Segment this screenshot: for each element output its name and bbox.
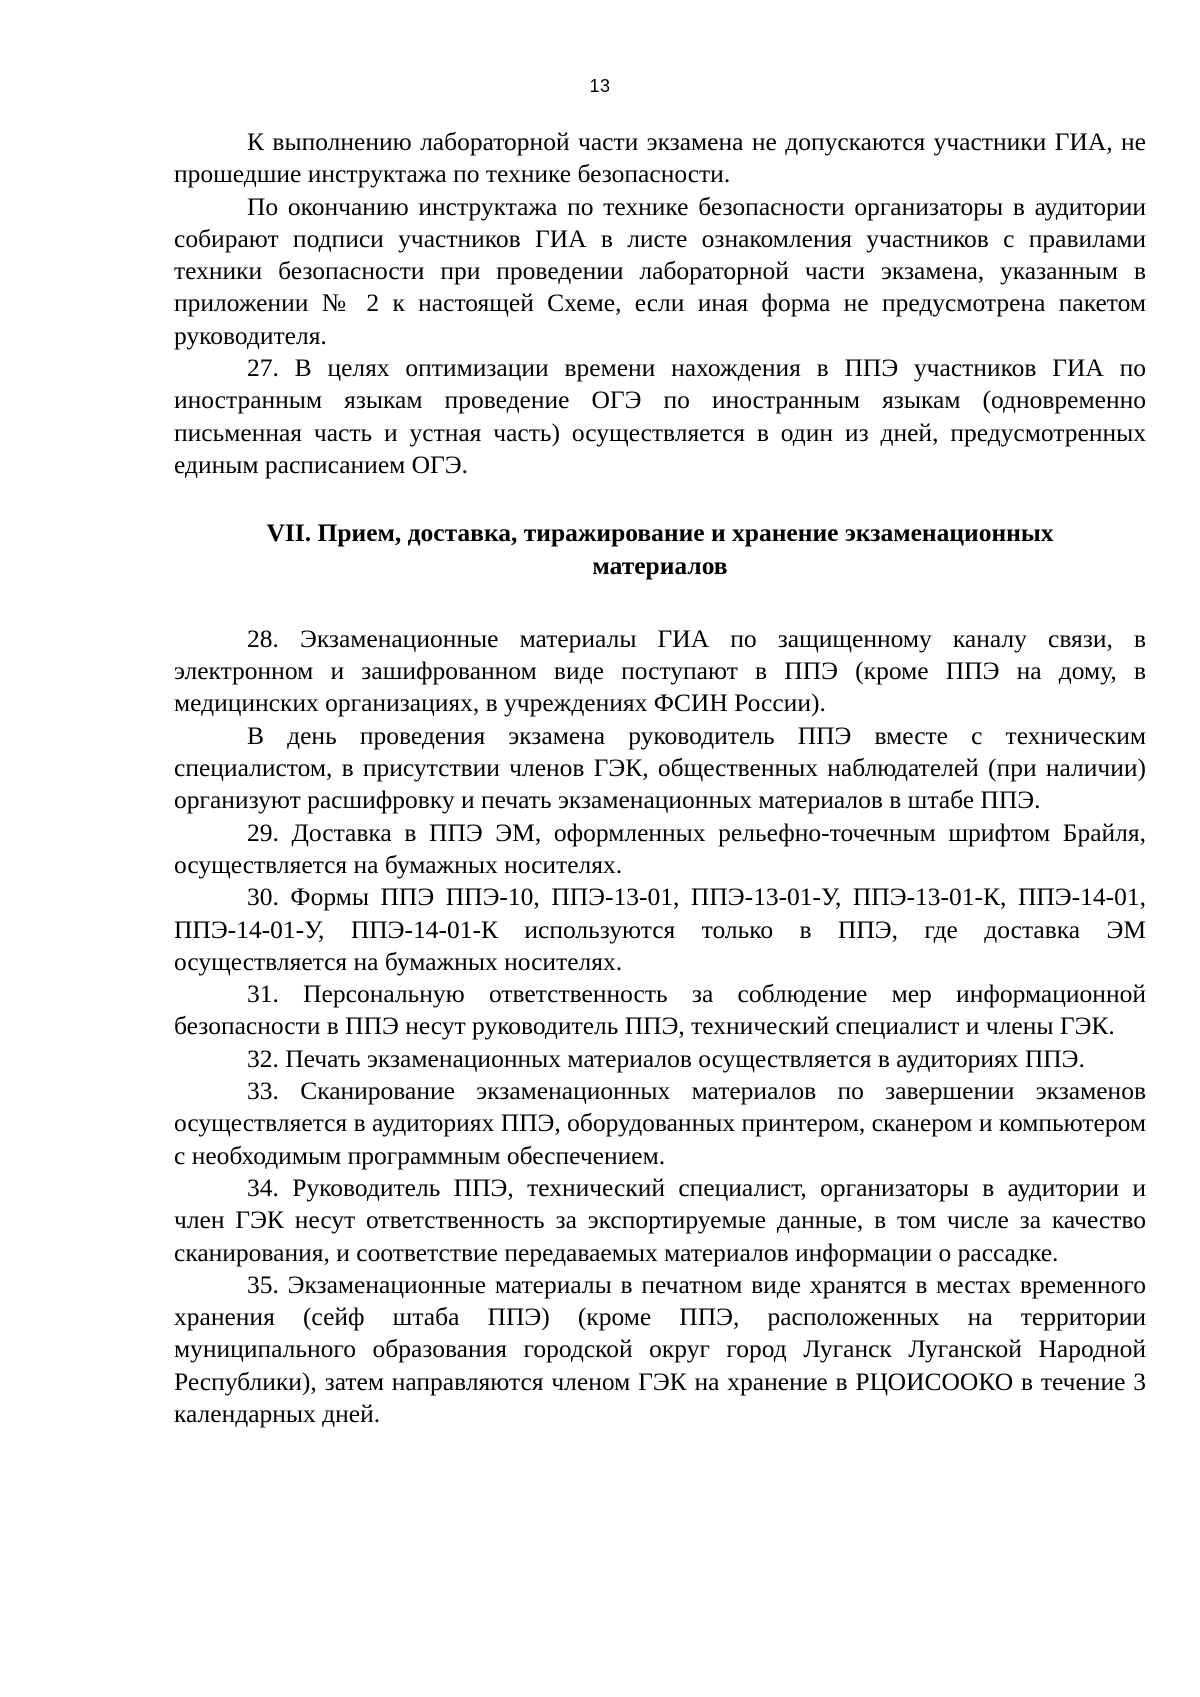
- paragraph-30: 30. Формы ППЭ ППЭ-10, ППЭ-13-01, ППЭ-13-01-У, ППЭ-13-01-К, ППЭ-14-01, ППЭ-14-01-У, ППЭ-14-01-К используются только в ППЭ, где доставка ЭМ осуществляется на бумажных носителях.: [174, 882, 1146, 976]
- paragraph-35: 35. Экзаменационные материалы в печатном виде хранятся в местах временного хранения (сейф штаба ППЭ) (кроме ППЭ, расположенных на территории муниципального образования городской округ город Луганск Луганской Народной Республики), затем направляются членом ГЭК на хранение в РЦОИСООКО в течение 3 календарных дней.: [174, 1269, 1146, 1428]
- paragraph-34: 34. Руководитель ППЭ, технический специалист, организаторы в аудитории и член ГЭК несут ответственность за экспортируемые данные, в том числе за качество сканирования, и соответствие передаваемых материалов информации о рассадке.: [174, 1172, 1146, 1267]
- paragraph-33: 33. Сканирование экзаменационных материалов по завершении экзаменов осуществляется в аудиториях ППЭ, оборудованных принтером, сканером и компьютером с необходимым программным обеспечением.: [174, 1076, 1146, 1170]
- document-body: [174, 126, 1146, 1430]
- paragraph-29: 29. Доставка в ППЭ ЭМ, оформленных рельефно-точечным шрифтом Брайля, осуществляется на бумажных носителях.: [174, 817, 1146, 879]
- paragraph-28: 28. Экзаменационные материалы ГИА по защищенному каналу связи, в электронном и зашифрованном виде поступают в ППЭ (кроме ППЭ на дому, в медицинских организациях, в учреждениях ФСИН России).: [174, 623, 1146, 718]
- paragraph-32: 32. Печать экзаменационных материалов осуществляется в аудиториях ППЭ.: [247, 1043, 1085, 1073]
- paragraph-27: 27. В целях оптимизации времени нахождения в ППЭ участников ГИА по иностранным языкам проведение ОГЭ по иностранным языкам (одновременно письменная часть и устная часть) осуществляется в один из дней, предусмотренных единым расписанием ОГЭ.: [174, 353, 1146, 479]
- page-number: 13: [589, 76, 611, 96]
- paragraph-31: 31. Персональную ответственность за соблюдение мер информационной безопасности в ППЭ несут руководитель ППЭ, технический специалист и члены ГЭК.: [174, 979, 1146, 1041]
- paragraph-safety-signatures: По окончанию инструктажа по технике безопасности организаторы в аудитории собирают подписи участников ГИА в листе ознакомления участников с правилами техники безопасности при проведении лабораторной части экзамена, указанным в приложении № 2 к настоящей Схеме, если иная форма не предусмотрена пакетом руководителя.: [174, 191, 1146, 350]
- section-heading-vii: VII. Прием, доставка, тиражирование и хранение экзаменационных материалов: [266, 518, 1054, 580]
- paragraph-lab-admission: К выполнению лабораторной части экзамена не допускаются участники ГИА, не прошедшие инструктажа по технике безопасности.: [174, 127, 1146, 189]
- paragraph-28-decryption: В день проведения экзамена руководитель ППЭ вместе с техническим специалистом, в присутствии членов ГЭК, общественных наблюдателей (при наличии) организуют расшифровку и печать экзаменационных материалов в штабе ППЭ.: [174, 720, 1146, 815]
